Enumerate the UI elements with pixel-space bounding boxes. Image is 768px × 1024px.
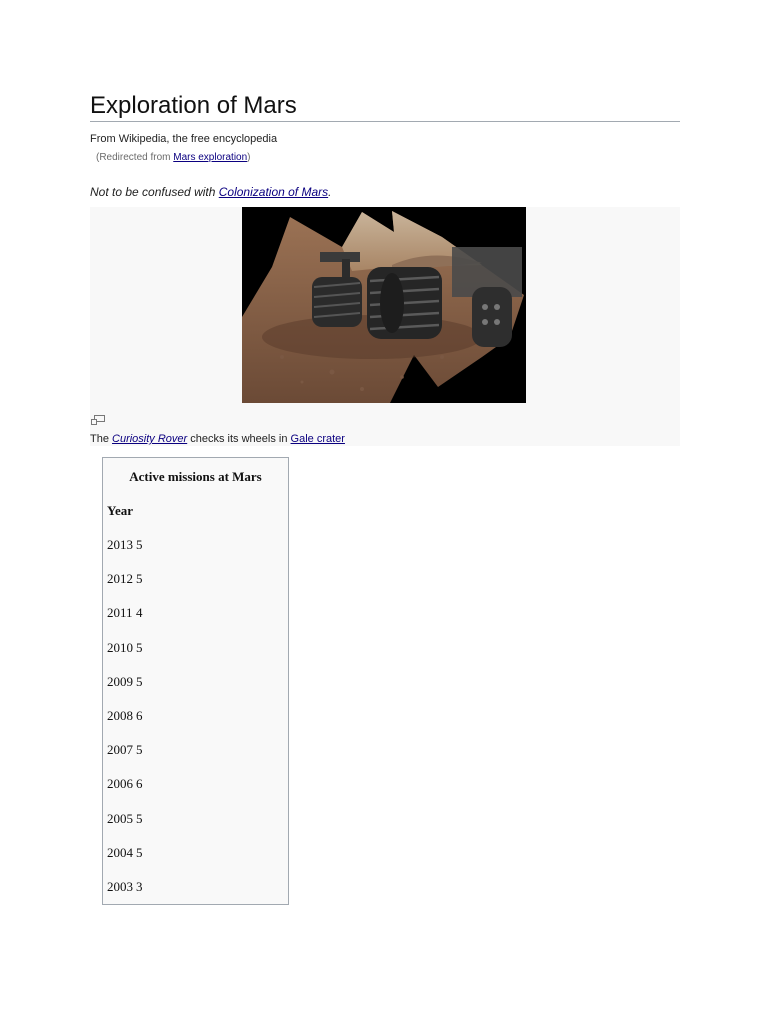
table-row	[107, 742, 143, 758]
table-row	[107, 640, 143, 656]
enlarge-icon[interactable]	[91, 412, 105, 422]
row-mission-count: 5	[136, 571, 143, 587]
row-mission-count: 5	[136, 537, 143, 552]
row-year: 2007	[107, 742, 133, 758]
hatnote-prefix: Not to be confused with	[90, 185, 219, 199]
table-title: Active missions at Mars	[129, 469, 262, 484]
row-year: 2013	[107, 537, 133, 552]
row-year: 2003	[107, 879, 133, 894]
row-mission-count: 6	[136, 708, 143, 723]
table-row	[107, 571, 143, 587]
image-caption	[90, 433, 345, 445]
row-mission-count: 5	[136, 844, 143, 860]
page-title: Exploration of Mars	[90, 92, 297, 119]
caption-prefix: The	[90, 433, 113, 445]
table-row	[107, 708, 143, 724]
row-mission-count: 5	[136, 810, 143, 826]
curiosity-rover-link[interactable]: Curiosity Rover	[112, 433, 188, 445]
hatnote-suffix: .	[328, 185, 332, 199]
thumbnail-figure	[90, 207, 680, 446]
row-year: 2004	[107, 844, 133, 860]
row-year: 2012	[107, 571, 133, 587]
row-year: 2008	[107, 708, 133, 723]
gale-crater-link[interactable]: Gale crater	[290, 433, 345, 445]
enlarge-glyph	[91, 415, 105, 425]
table-row	[107, 811, 143, 827]
redirect-note	[96, 152, 251, 163]
site-tagline: From Wikipedia, the free encyclopedia	[90, 133, 278, 145]
redirect-suffix: )	[247, 152, 251, 163]
table-row	[107, 845, 143, 861]
row-mission-count: 3	[136, 879, 143, 894]
rover-photo-graphic	[242, 207, 526, 403]
row-year: 2009	[107, 673, 133, 689]
row-mission-count: 4	[136, 605, 143, 621]
row-mission-count: 5	[136, 742, 143, 758]
row-mission-count: 5	[136, 673, 143, 689]
table-row	[107, 605, 143, 621]
hatnote	[90, 185, 331, 199]
redirect-prefix: (Redirected from	[96, 152, 174, 163]
table-row	[107, 537, 143, 553]
table-row	[107, 776, 143, 792]
row-mission-count: 5	[136, 639, 143, 655]
row-year: 2005	[107, 810, 133, 826]
table-row	[107, 674, 143, 690]
row-mission-count: 6	[136, 776, 143, 792]
active-missions-table	[102, 457, 289, 905]
row-year: 2006	[107, 776, 133, 792]
row-year: 2011	[107, 605, 133, 621]
row-year: 2010	[107, 639, 133, 655]
year-column-header: Year	[107, 503, 133, 518]
caption-middle: checks its wheels in	[187, 433, 291, 445]
hatnote-link[interactable]: Colonization of Mars	[218, 185, 329, 199]
curiosity-rover-image[interactable]	[242, 207, 526, 403]
table-row	[107, 879, 143, 895]
title-divider	[90, 121, 680, 122]
redirect-link[interactable]: Mars exploration	[173, 152, 248, 163]
